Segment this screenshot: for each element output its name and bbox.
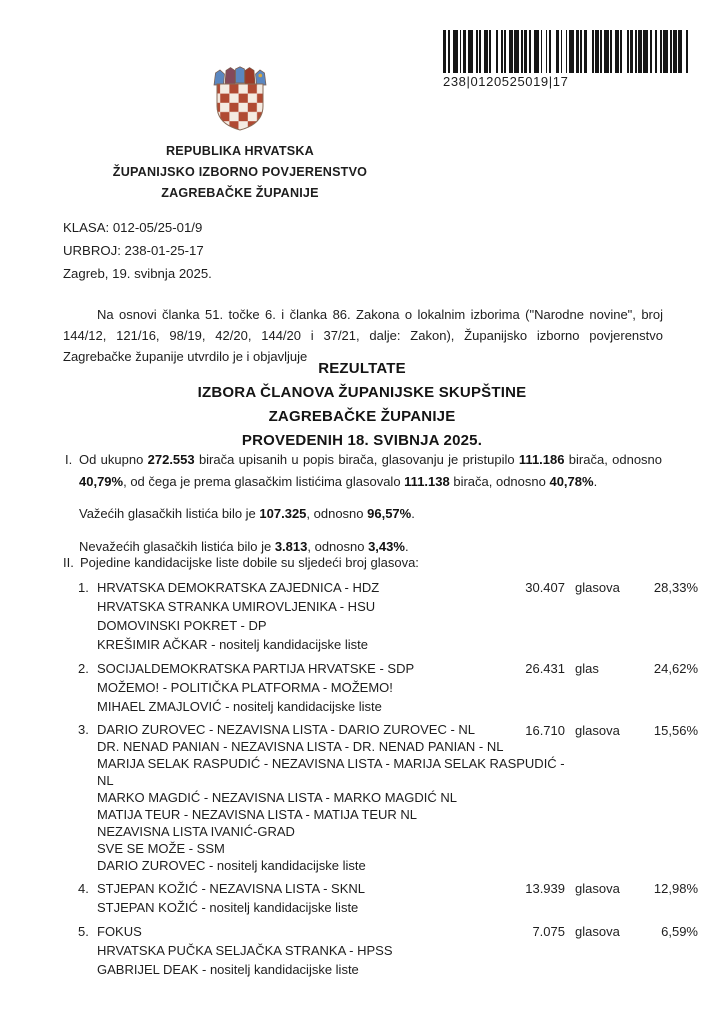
bold-value: 3.813 bbox=[274, 539, 308, 554]
list-line: STJEPAN KOŽIĆ - NEZAVISNA LISTA - SKNL bbox=[97, 881, 366, 896]
bold-value: 107.325 bbox=[259, 506, 307, 521]
list-line: MIHAEL ZMAJLOVIĆ - nositelj kandidacijske liste bbox=[97, 699, 382, 714]
invalid-ballots-text: Nevažećih glasačkih listića bilo je 3.813, odnosno 3,43%. bbox=[79, 539, 409, 554]
bold-value: 96,57% bbox=[367, 506, 412, 521]
urbroj-line: URBROJ: 238-01-25-17 bbox=[63, 243, 204, 258]
list-item-number: 5. bbox=[78, 924, 89, 939]
list-line: HRVATSKA STRANKA UMIROVLJENIKA - HSU bbox=[97, 599, 376, 614]
list-line: STJEPAN KOŽIĆ - nositelj kandidacijske liste bbox=[97, 900, 359, 915]
votes-percent: 28,33% bbox=[653, 580, 698, 595]
votes-label: glasova bbox=[575, 580, 620, 595]
list-item-lines bbox=[97, 721, 572, 874]
votes-percent: 15,56% bbox=[653, 723, 698, 738]
document-meta bbox=[63, 216, 212, 285]
list-item-lines bbox=[97, 659, 572, 716]
list-item-number: 1. bbox=[78, 580, 89, 595]
votes-count: 26.431 bbox=[525, 661, 565, 676]
candidate-list-item bbox=[78, 578, 703, 654]
votes-percent: 6,59% bbox=[661, 924, 698, 939]
valid-ballots-paragraph bbox=[63, 503, 662, 525]
list-line: MOŽEMO! - POLITIČKA PLATFORMA - MOŽEMO! bbox=[97, 680, 393, 695]
letterhead-country: REPUBLIKA HRVATSKA bbox=[166, 144, 314, 158]
section-results bbox=[63, 553, 703, 979]
list-line: DARIO ZUROVEC - NEZAVISNA LISTA - DARIO ZUROVEC - NL bbox=[97, 722, 476, 737]
candidate-list-item bbox=[78, 659, 703, 716]
bold-value: 272.553 bbox=[147, 452, 195, 467]
barcode bbox=[443, 30, 690, 89]
list-line: DARIO ZUROVEC - nositelj kandidacijske liste bbox=[97, 858, 366, 873]
list-line: GABRIJEL DEAK - nositelj kandidacijske liste bbox=[97, 962, 359, 977]
votes-label: glas bbox=[575, 661, 599, 676]
barcode-gap bbox=[688, 30, 690, 73]
list-line: DR. NENAD PANIAN - NEZAVISNA LISTA - DR. NENAD PANIAN - NL bbox=[97, 739, 504, 754]
list-line: MATIJA TEUR - NEZAVISNA LISTA - MATIJA TEUR NL bbox=[97, 807, 418, 822]
list-line: HRVATSKA DEMOKRATSKA ZAJEDNICA - HDZ bbox=[97, 580, 380, 595]
turnout-text: Od ukupno 272.553 birača upisanih u popis birača, glasovanju je pristupilo 111.186 birača, odnosno 40,79%, od čega je prema glasačkim listićima glasovalo 111.138 birača, odnosno 40,78%. bbox=[79, 452, 663, 489]
title-line-3: ZAGREBAČKE ŽUPANIJE bbox=[268, 408, 456, 425]
votes-label: glasova bbox=[575, 881, 620, 896]
bold-value: 3,43% bbox=[368, 539, 405, 554]
list-line: NEZAVISNA LISTA IVANIĆ-GRAD bbox=[97, 824, 295, 839]
list-line: SOCIJALDEMOKRATSKA PARTIJA HRVATSKE - SDP bbox=[97, 661, 415, 676]
section-ii-marker: II. bbox=[63, 555, 74, 570]
votes-percent: 24,62% bbox=[653, 661, 698, 676]
bold-value: 40,79% bbox=[79, 474, 124, 489]
letterhead bbox=[60, 66, 420, 204]
votes-count: 13.939 bbox=[525, 881, 565, 896]
croatia-coat-of-arms-icon bbox=[211, 66, 269, 132]
candidate-list-item bbox=[78, 721, 703, 874]
list-line: SVE SE MOŽE - SSM bbox=[97, 841, 225, 856]
title-line-2: IZBORA ČLANOVA ŽUPANIJSKE SKUPŠTINE bbox=[197, 384, 527, 401]
list-item-lines bbox=[97, 879, 572, 917]
title-line-4: PROVEDENIH 18. SVIBNJA 2025. bbox=[241, 432, 483, 449]
barcode-bars bbox=[443, 30, 690, 73]
list-line: MARKO MAGDIĆ - NEZAVISNA LISTA - MARKO MAGDIĆ NL bbox=[97, 790, 457, 805]
letterhead-commission: ŽUPANIJSKO IZBORNO POVJERENSTVO bbox=[112, 165, 368, 179]
candidate-list-item bbox=[78, 879, 703, 917]
bold-value: 111.186 bbox=[518, 452, 565, 467]
votes-count: 7.075 bbox=[532, 924, 565, 939]
list-item-lines bbox=[97, 578, 572, 654]
list-line: KREŠIMIR AČKAR - nositelj kandidacijske liste bbox=[97, 637, 368, 652]
list-item-number: 3. bbox=[78, 722, 89, 737]
barcode-text: 238|0120525019|17 bbox=[443, 74, 569, 89]
votes-count: 16.710 bbox=[525, 723, 565, 738]
results-intro bbox=[63, 553, 703, 573]
bold-value: 40,78% bbox=[549, 474, 594, 489]
votes-label: glasova bbox=[575, 723, 620, 738]
list-line: FOKUS bbox=[97, 924, 142, 939]
section-i-marker: I. bbox=[65, 452, 73, 467]
votes-percent: 12,98% bbox=[653, 881, 698, 896]
title-line-1: REZULTATE bbox=[318, 360, 406, 377]
list-item-lines bbox=[97, 922, 572, 979]
candidate-list-item bbox=[78, 922, 703, 979]
list-line: DOMOVINSKI POKRET - DP bbox=[97, 618, 267, 633]
klasa-line: KLASA: 012-05/25-01/9 bbox=[63, 220, 203, 235]
bold-value: 111.138 bbox=[404, 474, 450, 489]
list-item-number: 2. bbox=[78, 661, 89, 676]
document-title bbox=[0, 357, 724, 453]
preamble-paragraph: Na osnovi članka 51. točke 6. i članka 86. Zakona o lokalnim izborima ("Narodne novine", broj 144/12, 121/16, 98/19, 42/20, 144/20 i 37/21, dalje: Zakon), Županijsko izborno povjerenstvo Zagrebačke županije utvrdilo je i objavljuje bbox=[63, 307, 663, 364]
valid-ballots-text: Važećih glasačkih listića bilo je 107.325, odnosno 96,57%. bbox=[79, 506, 415, 521]
list-item-number: 4. bbox=[78, 881, 89, 896]
votes-count: 30.407 bbox=[525, 580, 565, 595]
turnout-paragraph bbox=[63, 449, 662, 493]
results-intro-text: Pojedine kandidacijske liste dobile su sljedeći broj glasova: bbox=[80, 555, 419, 570]
results-list bbox=[63, 578, 703, 979]
list-line: MARIJA SELAK RASPUDIĆ - NEZAVISNA LISTA - MARIJA SELAK RASPUDIĆ - NL bbox=[97, 756, 565, 788]
section-turnout bbox=[63, 449, 662, 558]
list-line: HRVATSKA PUČKA SELJAČKA STRANKA - HPSS bbox=[97, 943, 393, 958]
place-date-line: Zagreb, 19. svibnja 2025. bbox=[63, 266, 212, 281]
votes-label: glasova bbox=[575, 924, 620, 939]
letterhead-county: ZAGREBAČKE ŽUPANIJE bbox=[161, 186, 319, 200]
